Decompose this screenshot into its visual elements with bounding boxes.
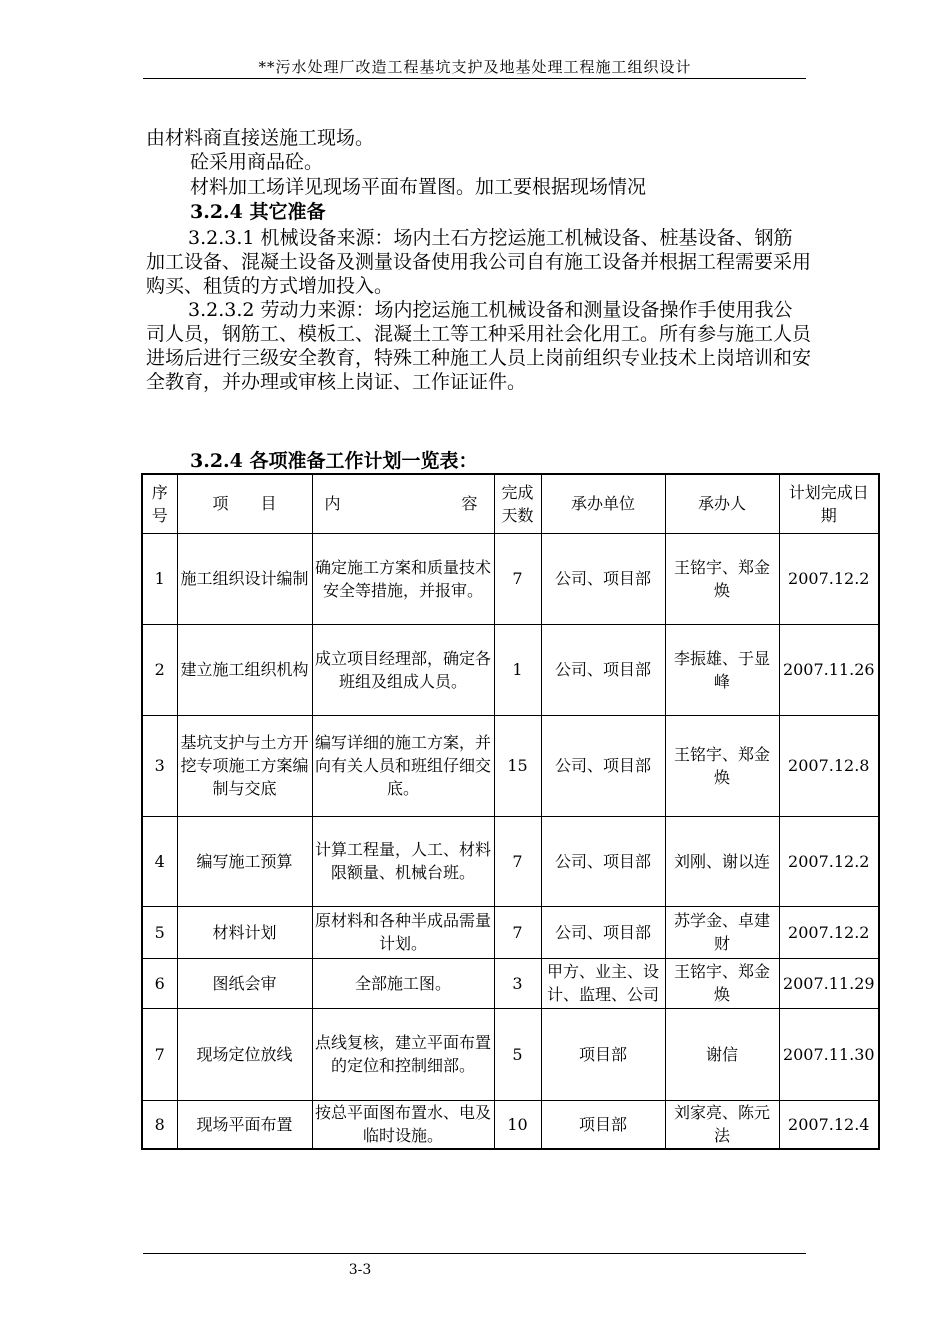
cell-date: 2007.12.8: [779, 715, 879, 816]
cell-unit: 公司、项目部: [541, 533, 665, 624]
cell-no: 7: [142, 1008, 177, 1100]
cell-content: 按总平面图布置水、电及临时设施。: [312, 1100, 494, 1149]
cell-no: 1: [142, 533, 177, 624]
cell-no: 4: [142, 816, 177, 906]
table-row: [142, 715, 879, 816]
header-date: 计划完成日期: [779, 474, 879, 533]
cell-date: 2007.11.30: [779, 1008, 879, 1100]
cell-unit: 公司、项目部: [541, 816, 665, 906]
table-header-row: [142, 474, 879, 533]
body-line-1: 由材料商直接送施工现场。: [146, 127, 375, 149]
body-line-3: 材料加工场详见现场平面布置图。加工要根据现场情况: [190, 176, 647, 198]
section-heading-other-preparation: 3.2.4 其它准备: [190, 201, 326, 223]
cell-date: 2007.12.4: [779, 1100, 879, 1149]
cell-item: 材料计划: [177, 906, 312, 958]
preparation-plan-table: [141, 473, 880, 1150]
header-content-a: 内: [324, 494, 341, 514]
cell-content: 原材料和各种半成品需量计划。: [312, 906, 494, 958]
cell-person: 刘家亮、陈元法: [665, 1100, 779, 1149]
header-item: 项 目: [177, 474, 312, 533]
header-person: 承办人: [665, 474, 779, 533]
cell-no: 5: [142, 906, 177, 958]
cell-person: 王铭宇、郑金焕: [665, 958, 779, 1008]
cell-date: 2007.12.2: [779, 816, 879, 906]
cell-no: 6: [142, 958, 177, 1008]
cell-unit: 公司、项目部: [541, 906, 665, 958]
header-content-b: 容: [461, 494, 478, 514]
table-row: [142, 1100, 879, 1149]
cell-no: 3: [142, 715, 177, 816]
cell-content: 确定施工方案和质量技术安全等措施，并报审。: [312, 533, 494, 624]
cell-unit: 公司、项目部: [541, 715, 665, 816]
paragraph-equipment-source: 3.2.3.1 机械设备来源：场内土石方挖运施工机械设备、桩基设备、钢筋加工设备、混凝土设备及测量设备使用我公司自有施工设备并根据工程需要采用购买、租赁的方式增加投入。: [146, 227, 812, 297]
cell-unit: 甲方、业主、设计、监理、公司: [541, 958, 665, 1008]
cell-item: 基坑支护与土方开挖专项施工方案编制与交底: [177, 715, 312, 816]
header-divider: [143, 78, 806, 79]
cell-item: 建立施工组织机构: [177, 624, 312, 715]
cell-person: 李振雄、于显峰: [665, 624, 779, 715]
cell-days: 7: [494, 816, 541, 906]
header-no: 序号: [142, 474, 177, 533]
table-row: [142, 624, 879, 715]
cell-no: 8: [142, 1100, 177, 1149]
paragraph-labor-source: 3.2.3.2 劳动力来源：场内挖运施工机械设备和测量设备操作手使用我公司人员，钢筋工、模板工、混凝土工等工种采用社会化用工。所有参与施工人员进场后进行三级安全教育，特殊工种施工人员上岗前组织专业技术上岗培训和安全教育，并办理或审核上岗证、工作证证件。: [146, 299, 812, 393]
footer-divider: [143, 1253, 806, 1254]
cell-days: 15: [494, 715, 541, 816]
header-content: [312, 474, 494, 533]
cell-item: 现场平面布置: [177, 1100, 312, 1149]
cell-date: 2007.11.29: [779, 958, 879, 1008]
table-row: [142, 958, 879, 1008]
cell-days: 7: [494, 906, 541, 958]
cell-no: 2: [142, 624, 177, 715]
table-row: [142, 906, 879, 958]
cell-days: 10: [494, 1100, 541, 1149]
cell-content: 点线复核，建立平面布置的定位和控制细部。: [312, 1008, 494, 1100]
cell-date: 2007.12.2: [779, 533, 879, 624]
cell-item: 施工组织设计编制: [177, 533, 312, 624]
cell-person: 谢信: [665, 1008, 779, 1100]
cell-date: 2007.11.26: [779, 624, 879, 715]
cell-item: 现场定位放线: [177, 1008, 312, 1100]
table-row: [142, 533, 879, 624]
cell-item: 编写施工预算: [177, 816, 312, 906]
cell-content: 全部施工图。: [312, 958, 494, 1008]
cell-days: 3: [494, 958, 541, 1008]
cell-content: 计算工程量，人工、材料限额量、机械台班。: [312, 816, 494, 906]
cell-unit: 公司、项目部: [541, 624, 665, 715]
cell-days: 7: [494, 533, 541, 624]
cell-days: 1: [494, 624, 541, 715]
cell-days: 5: [494, 1008, 541, 1100]
cell-person: 苏学金、卓建财: [665, 906, 779, 958]
cell-person: 王铭宇、郑金焕: [665, 715, 779, 816]
page-number: 3-3: [348, 1262, 372, 1278]
cell-content: 成立项目经理部，确定各班组及组成人员。: [312, 624, 494, 715]
section-heading-plan-table: 3.2.4 各项准备工作计划一览表：: [190, 450, 478, 472]
cell-content: 编写详细的施工方案，并向有关人员和班组仔细交底。: [312, 715, 494, 816]
header-unit: 承办单位: [541, 474, 665, 533]
cell-item: 图纸会审: [177, 958, 312, 1008]
cell-person: 王铭宇、郑金焕: [665, 533, 779, 624]
header-days: 完成天数: [494, 474, 541, 533]
table-row: [142, 816, 879, 906]
cell-date: 2007.12.2: [779, 906, 879, 958]
cell-unit: 项目部: [541, 1100, 665, 1149]
cell-person: 刘刚、谢以连: [665, 816, 779, 906]
body-line-2: 砼采用商品砼。: [190, 151, 324, 173]
cell-unit: 项目部: [541, 1008, 665, 1100]
page-header-title: **污水处理厂改造工程基坑支护及地基处理工程施工组织设计: [258, 58, 692, 76]
table-row: [142, 1008, 879, 1100]
